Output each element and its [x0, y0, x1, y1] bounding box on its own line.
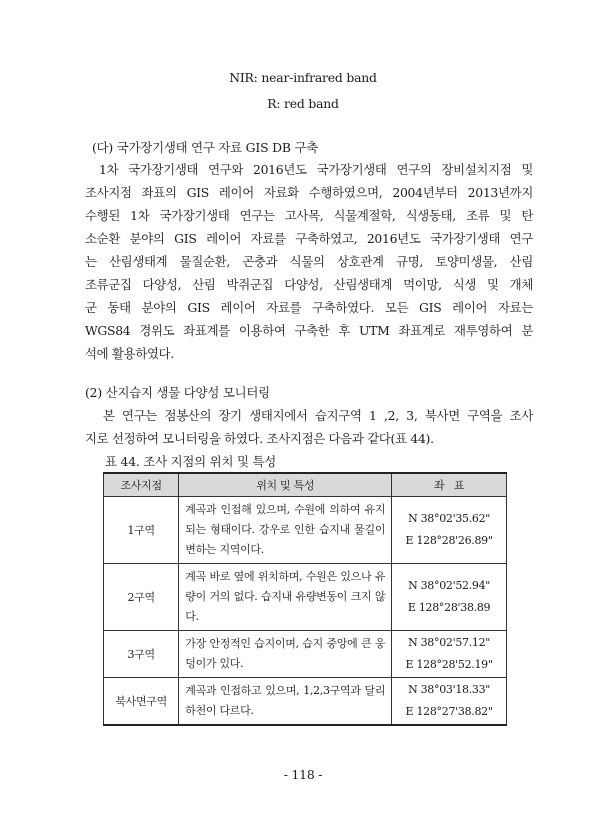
site-name: 1구역	[104, 497, 179, 564]
paragraph-line: 석에 활용하였다.	[85, 346, 174, 361]
latitude: N 38°02'57.12"	[408, 636, 491, 649]
paragraph-line: 는 산림생태계 물질순환, 곤충과 식물의 상호관계 규명, 토양미생물, 산림	[85, 254, 533, 269]
longitude: E 128°28'52.19"	[405, 658, 493, 671]
page-number: - 118 -	[283, 767, 323, 782]
site-description: 가장 안정적인 습지이며, 습지 중앙에 큰 웅덩이가 있다.	[179, 631, 392, 678]
site-coordinates	[392, 678, 507, 726]
table-row	[104, 678, 507, 726]
site-coordinates	[392, 631, 507, 678]
paragraph-line: 조사지점 좌표의 GIS 레이어 자료화 수행하였으며, 2004년부터 2013년까지	[85, 185, 533, 200]
longitude: E 128°28'26.89"	[405, 534, 493, 547]
column-header-coordinates: 좌 표	[392, 473, 507, 497]
latitude: N 38°03'18.33"	[408, 683, 491, 696]
table-row	[104, 631, 507, 678]
column-header-site: 조사지점	[104, 473, 179, 497]
column-header-description: 위치 및 특성	[179, 473, 392, 497]
site-coordinates	[392, 564, 507, 631]
paragraph-line: 조류군집 다양성, 산림 박쥐군집 다양성, 산림생태계 먹이망, 식생 및 개체	[85, 277, 533, 292]
table-row	[104, 564, 507, 631]
longitude: E 128°28'38.89	[407, 601, 491, 614]
paragraph-line: 본 연구는 점봉산의 장기 생태지에서 습지구역 1 ,2, 3, 북사면 구역을 조사	[103, 408, 533, 423]
site-coordinates	[392, 497, 507, 564]
table-row	[104, 497, 507, 564]
nir-definition: NIR: near-infrared band	[229, 70, 377, 85]
paragraph-line: 수행된 1차 국가장기생태 연구는 고사목, 식물계절학, 식생동태, 조류 및 탄	[85, 208, 533, 223]
paragraph-line: 군 동태 분야의 GIS 레이어 자료를 구축하였다. 모든 GIS 레이어 자료는	[85, 300, 533, 315]
survey-site-table	[103, 472, 507, 726]
r-definition: R: red band	[267, 96, 339, 111]
paragraph-line: WGS84 경위도 좌표계를 이용하여 구축한 후 UTM 좌표계로 재투영하여 분	[85, 323, 533, 338]
table-header-row	[104, 473, 507, 497]
paragraph-line: 지로 선정하여 모니터링을 하였다. 조사지점은 다음과 같다(표 44).	[85, 431, 434, 446]
paragraph-line: 1차 국가장기생태 연구와 2016년도 국가장기생태 연구의 장비설치지점 및	[99, 162, 533, 177]
site-name: 2구역	[104, 564, 179, 631]
latitude: N 38°02'35.62"	[408, 512, 491, 525]
latitude: N 38°02'52.94"	[408, 579, 491, 592]
section-title: (다) 국가장기생태 연구 자료 GIS DB 구축	[92, 140, 319, 155]
site-description: 계곡과 인접해 있으며, 수원에 의하여 유지되는 형태이다. 강우로 인한 습지내 물길이 변하는 지역이다.	[179, 497, 392, 564]
longitude: E 128°27'38.82"	[405, 705, 493, 718]
site-description: 계곡과 인접하고 있으며, 1,2,3구역과 달리 하천이 다르다.	[179, 678, 392, 726]
table-caption: 표 44. 조사 지점의 위치 및 특성	[105, 454, 276, 469]
site-description: 계곡 바로 옆에 위치하며, 수원은 있으나 유량이 거의 없다. 습지내 유량변동이 크지 않다.	[179, 564, 392, 631]
site-name: 3구역	[104, 631, 179, 678]
section-2-title: (2) 산지습지 생물 다양성 모니터링	[85, 385, 270, 400]
paragraph-line: 소순환 분야의 GIS 레이어 자료를 구축하였고, 2016년도 국가장기생태 연구	[85, 231, 533, 246]
site-name: 북사면구역	[104, 678, 179, 726]
